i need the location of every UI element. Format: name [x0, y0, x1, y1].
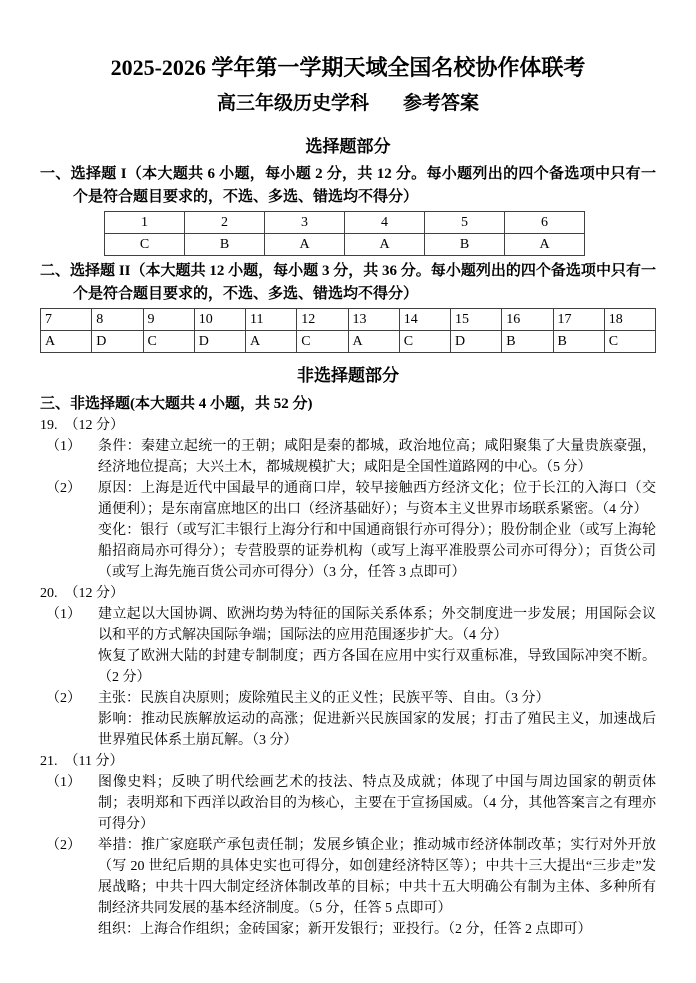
question-number: 20. — [40, 586, 58, 601]
question-number-cell: 16 — [502, 309, 553, 331]
question-heading — [40, 583, 656, 604]
answer-value-cell: A — [246, 331, 297, 353]
question-number-cell: 1 — [105, 212, 185, 234]
part-text: 影响：推动民族解放运动的高涨；促进新兴民族国家的发展；打击了殖民主义，加速战后世界殖民体系土崩瓦解。（3 分） — [98, 712, 656, 748]
question-number: 21. — [40, 754, 58, 769]
answer-table-answer-row — [105, 234, 585, 256]
question-number-cell: 15 — [451, 309, 502, 331]
part-label: （2） — [46, 838, 81, 853]
answer-part — [40, 919, 656, 940]
question-score: （12 分） — [64, 586, 124, 601]
page-title: 2025-2026 学年第一学期天域全国名校协作体联考 — [110, 55, 586, 80]
answer-value-cell: C — [399, 331, 450, 353]
answer-value-cell: B — [185, 234, 265, 256]
answer-part — [40, 478, 656, 520]
question-number-cell: 4 — [345, 212, 425, 234]
answer-value-cell: C — [143, 331, 194, 353]
question-number-cell: 9 — [143, 309, 194, 331]
answer-part — [40, 646, 656, 688]
answer-part — [40, 772, 656, 835]
frq-question — [40, 751, 656, 940]
part-text: 主张：民族自决原则；废除殖民主义的正义性；民族平等、自由。（3 分） — [98, 691, 550, 706]
part-text: 组织：上海合作组织；金砖国家；新开发银行；亚投行。（2 分，任答 2 点即可） — [98, 922, 592, 937]
question-number: 19. — [40, 418, 58, 433]
question-number-cell: 11 — [246, 309, 297, 331]
answer-value-cell: B — [425, 234, 505, 256]
part-label: （1） — [46, 775, 81, 790]
answer-key-label: 参考答案 — [403, 93, 480, 114]
answer-part — [40, 688, 656, 709]
part-label: （1） — [46, 607, 81, 622]
answer-value-cell: A — [505, 234, 585, 256]
part-text: 变化：银行（或写汇丰银行上海分行和中国通商银行亦可得分）；股份制企业（或写上海轮船招商局亦可得分）；专营股票的证券机构（或写上海平准股票公司亦可得分）；百货公司（或写上海先施百货公司亦可得分）（3 分，任答 3 点即可） — [98, 523, 656, 580]
subject-name: 高三年级历史学科 — [216, 93, 369, 114]
mcq1-ordinal: 一、 — [40, 166, 71, 182]
mcq1-answer-table — [104, 211, 585, 256]
question-number-cell: 12 — [297, 309, 348, 331]
question-number-cell: 6 — [505, 212, 585, 234]
answer-table-answer-row — [41, 331, 656, 353]
answer-value-cell: D — [92, 331, 143, 353]
answer-part — [40, 835, 656, 919]
answer-value-cell: B — [502, 331, 553, 353]
part-text: 建立起以大国协调、欧洲均势为特征的国际关系体系；外交制度进一步发展；用国际会议以和平的方式解决国际争端；国际法的应用范围逐步扩大。（4 分） — [98, 607, 656, 643]
question-number-cell: 14 — [399, 309, 450, 331]
frq-question — [40, 583, 656, 751]
mcq2-ordinal: 二、 — [40, 263, 71, 279]
part-label: （2） — [46, 691, 81, 706]
mcq-section-heading: 选择题部分 — [305, 137, 391, 156]
answer-part — [40, 709, 656, 751]
mcq2-answer-table — [40, 308, 656, 353]
part-label: （2） — [46, 481, 81, 496]
part-text: 举措：推广家庭联产承包责任制；发展乡镇企业；推动城市经济体制改革；实行对外开放（写 20 世纪后期的具体史实也可得分，如创建经济特区等）；中共十三大提出“三步走”发展战略；中共十四大制定经济体制改革的目标；中共十五大明确公有制为主体、多种所有制经济共同发展的基本经济制度。（5 分，任答 5 点即可） — [98, 838, 656, 916]
mcq2-heading — [40, 260, 656, 306]
answer-table-number-row — [105, 212, 585, 234]
answer-value-cell: B — [553, 331, 604, 353]
answer-table-number-row — [41, 309, 656, 331]
mcq2-heading-text: 选择题 II（本大题共 12 小题，每小题 3 分，共 36 分。每小题列出的四个备选项中只有一个是符合题目要求的，不选、多选、错选均不得分） — [70, 263, 656, 302]
question-number-cell: 7 — [41, 309, 92, 331]
answer-value-cell: C — [297, 331, 348, 353]
answer-value-cell: A — [41, 331, 92, 353]
part-text: 条件：秦建立起统一的王朝；咸阳是秦的都城，政治地位高；咸阳聚集了大量贵族豪强，经济地位提高；大兴土木，都城规模扩大；咸阳是全国性道路网的中心。（5 分） — [98, 439, 656, 475]
question-number-cell: 2 — [185, 212, 265, 234]
part-text: 原因：上海是近代中国最早的通商口岸，较早接触西方经济文化；位于长江的入海口（交通便利）；是东南富庶地区的出口（经济基础好）；与资本主义世界市场联系紧密。（4 分） — [98, 481, 656, 517]
frq-heading: 三、非选择题(本大题共 4 小题，共 52 分) — [40, 396, 313, 412]
question-score: （11 分） — [64, 754, 124, 769]
frq-section-heading: 非选择题部分 — [297, 366, 399, 385]
question-heading — [40, 415, 656, 436]
question-number-cell: 18 — [604, 309, 655, 331]
question-number-cell: 10 — [194, 309, 245, 331]
frq-questions — [40, 415, 656, 940]
answer-value-cell: A — [265, 234, 345, 256]
question-score: （12 分） — [64, 418, 124, 433]
answer-value-cell: C — [604, 331, 655, 353]
answer-value-cell: D — [194, 331, 245, 353]
part-text: 恢复了欧洲大陆的封建专制制度；西方各国在应用中实行双重标准，导致国际冲突不断。（2 分） — [98, 649, 656, 685]
mcq1-heading — [40, 163, 656, 209]
mcq1-heading-text: 选择题 I（本大题共 6 小题，每小题 2 分，共 12 分。每小题列出的四个备选项中只有一个是符合题目要求的，不选、多选、错选均不得分） — [70, 166, 656, 205]
question-number-cell: 8 — [92, 309, 143, 331]
question-number-cell: 5 — [425, 212, 505, 234]
page-subtitle — [40, 90, 656, 118]
question-number-cell: 17 — [553, 309, 604, 331]
frq-question — [40, 415, 656, 583]
answer-value-cell: C — [105, 234, 185, 256]
answer-part — [40, 520, 656, 583]
question-heading — [40, 751, 656, 772]
part-text: 图像史料；反映了明代绘画艺术的技法、特点及成就；体现了中国与周边国家的朝贡体制；表明郑和下西洋以政治目的为核心，主要在于宣扬国威。（4 分，其他答案言之有理亦可得分） — [98, 775, 656, 832]
part-label: （1） — [46, 439, 81, 454]
question-number-cell: 13 — [348, 309, 399, 331]
answer-part — [40, 436, 656, 478]
answer-part — [40, 604, 656, 646]
question-number-cell: 3 — [265, 212, 345, 234]
answer-value-cell: A — [348, 331, 399, 353]
answer-value-cell: A — [345, 234, 425, 256]
answer-value-cell: D — [451, 331, 502, 353]
